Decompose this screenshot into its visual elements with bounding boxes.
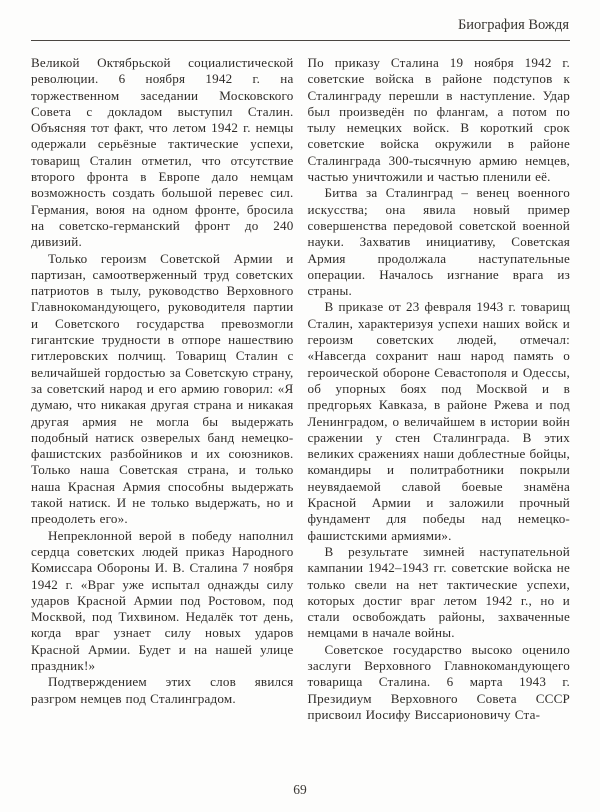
running-header [31,16,570,34]
running-header-title: Биография Вождя [457,17,569,33]
paragraph: Только героизм Советской Армии и партизан, самоотверженный труд советских патриотов в тылу, руководство Верховного Главнокомандующего, руководителя партии и Советского государства превозмогли гигантские трудности в отпоре нашествию гитлеровских полчищ. Товарищ Сталин с величайшей гордостью за Советскую страну, за советский народ и его армию говорил: «Я думаю, что никакая другая страна и никакая другая армия не могла бы выдержать подобный натиск озверелых банд немецко-фашистских разбойников и их союзников. Только наша Советская страна, и только наша Красная Армия способны выдержать такой натиск. И не только выдержать, но и преодолеть его». [31,250,294,527]
page-number: 69 [293,782,307,797]
right-column [308,55,571,767]
text-columns [31,55,570,767]
header-rule-divider [31,40,570,41]
paragraph: В результате зимней наступательной кампании 1942–1943 гг. советские войска не только свели на нет тактические успехи, которых достиг враг летом 1942 г., но и стали освобождать районы, захваченные немцами в начале войны. [307,543,570,641]
paragraph: Подтверждением этих слов явился разгром немцев под Сталинградом. [31,674,294,706]
left-column [31,55,294,767]
paragraph: Советское государство высоко оценило заслуги Верховного Главнокомандующего товарища Сталина. 6 марта 1943 г. Президиум Верховного Совета СССР присвоил Иосифу Виссарионовичу Ста- [307,641,570,722]
paragraph: По приказу Сталина 19 ноября 1942 г. советские войска в районе подступов к Сталинграду перешли в наступление. Удар был произведён по флангам, а потом по тылу немецких войск. В короткий срок советские войска окружили в районе Сталинграда 300-тысячную армию немцев, частью уничтожили и частью пленили её. [307,55,570,185]
page-footer [0,782,600,798]
paragraph: Великой Октябрьской социалистической революции. 6 ноября 1942 г. на торжественном заседании Московского Совета с докладом выступил Сталин. Объясняя тот факт, что летом 1942 г. немцы одержали серьёзные тактические успехи, товарищ Сталин отметил, что отсутствие второго фронта в Европе дало немцам возможность создать большой перевес сил. Германия, воюя на одном фронте, бросила на советско-германский фронт до 240 дивизий. [31,55,294,250]
paragraph: В приказе от 23 февраля 1943 г. товарищ Сталин, характеризуя успехи наших войск и героизм советских людей, отмечал: «Навсегда сохранит наш народ память о героической обороне Севастополя и Одессы, об упорных боях под Москвой и в предгорьях Кавказа, в районе Ржева и под Ленинградом, о величайшем в истории войн сражении у стен Сталинграда. В этих великих сражениях наши доблестные бойцы, командиры и политработники покрыли неувядаемой славой боевые знамёна Красной Армии и заложили прочный фундамент для победы над немецко-фашистскими армиями». [307,299,570,543]
paragraph: Битва за Сталинград – венец военного искусства; она явила новый пример совершенства передовой советской военной науки. Захватив инициативу, Советская Армия продолжала наступательные операции. Началось изгнание врага из страны. [307,185,570,299]
paragraph: Непреклонной верой в победу наполнил сердца советских людей приказ Народного Комиссара Обороны И. В. Сталина 7 ноября 1942 г. «Враг уже испытал однажды силу ударов Красной Армии под Ростовом, под Москвой, под Тихвином. Недалёк тот день, когда враг узнает силу новых ударов Красной Армии. Будет и на нашей улице праздник!» [31,527,294,673]
